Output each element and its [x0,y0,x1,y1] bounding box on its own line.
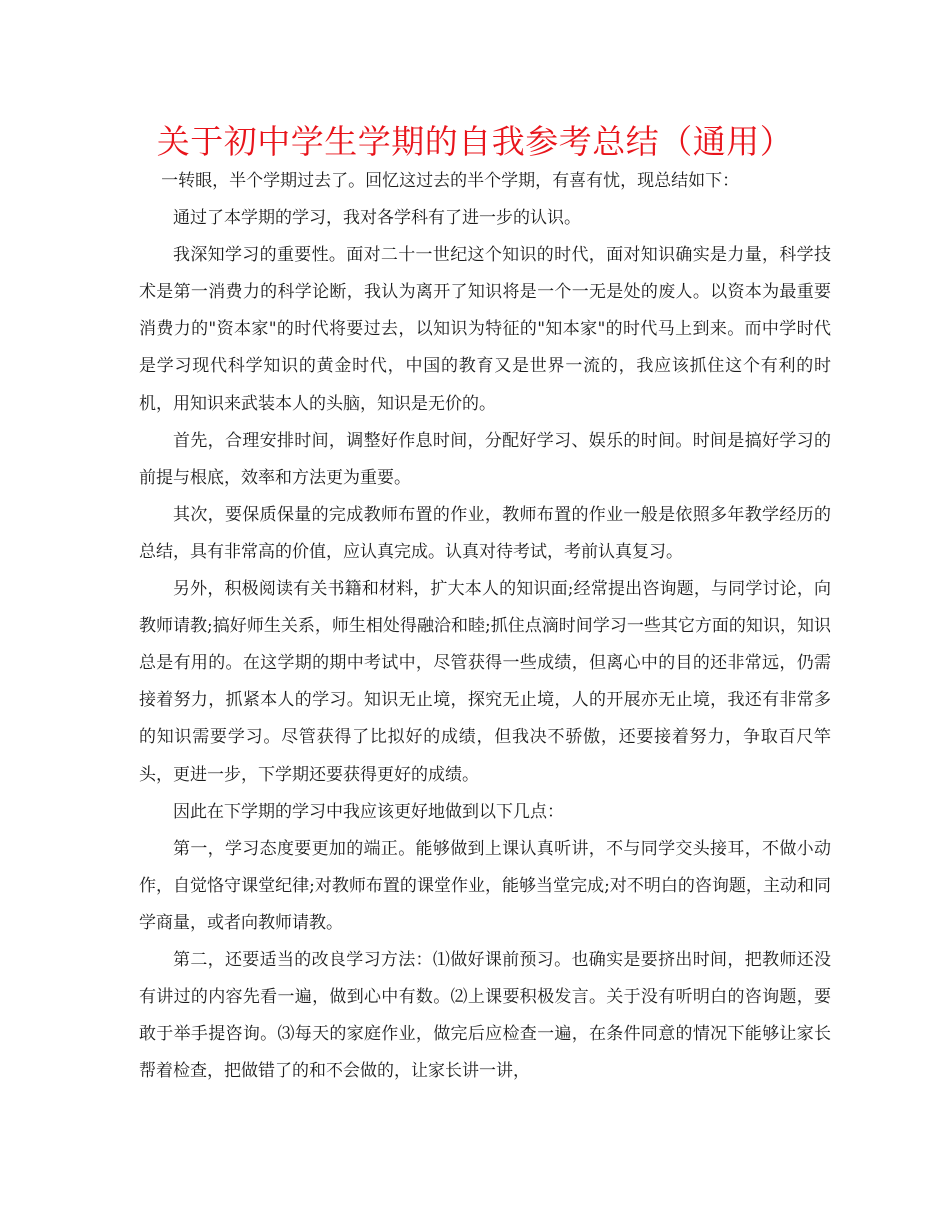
paragraph: 其次，要保质保量的完成教师布置的作业，教师布置的作业一般是依照多年教学经历的总结，具有非常高的价值，应认真完成。认真对待考试，考前认真复习。 [139,504,831,562]
paragraph: 另外，积极阅读有关书籍和材料，扩大本人的知识面;经常提出咨询题，与同学讨论，向教师请教;搞好师生关系，师生相处得融洽和睦;抓住点滴时间学习一些其它方面的知识，知识总是有用的。在这学期的期中考试中，尽管获得一些成绩，但离心中的目的还非常远，仍需接着努力，抓紧本人的学习。知识无止境，探究无止境，人的开展亦无止境，我还有非常多的知识需要学习。尽管获得了比拟好的成绩，但我决不骄傲，还要接着努力，争取百尺竿头，更进一步，下学期还要获得更好的成绩。 [139,579,831,785]
paragraph: 因此在下学期的学习中我应该更好地做到以下几点： [173,801,564,822]
paragraph: 首先，合理安排时间，调整好作息时间，分配好学习、娱乐的时间。时间是搞好学习的前提与根底，效率和方法更为重要。 [139,430,831,488]
document-title: 关于初中学生学期的自我参考总结（通用） [156,122,794,161]
paragraph: 第二，还要适当的改良学习方法：⑴做好课前预习。也确实是要挤出时间，把教师还没有讲过的内容先看一遍，做到心中有数。⑵上课要积极发言。关于没有听明白的咨询题，要敢于举手提咨询。⑶每天的家庭作业，做完后应检查一遍，在条件同意的情况下能够让家长帮着检查，把做错了的和不会做的，让家长讲一讲， [139,949,831,1082]
paragraph: 我深知学习的重要性。面对二十一世纪这个知识的时代，面对知识确实是力量，科学技术是第一消费力的科学论断，我认为离开了知识将是一个一无是处的废人。以资本为最重要消费力的"资本家"的时代将要过去，以知识为特征的"知本家"的时代马上到来。而中学时代是学习现代科学知识的黄金时代，中国的教育又是世界一流的，我应该抓住这个有利的时机，用知识来武装本人的头脑，知识是无价的。 [139,245,831,414]
document-body [139,163,831,1090]
paragraph: 通过了本学期的学习，我对各学科有了进一步的认识。 [173,208,581,229]
paragraph: 第一，学习态度要更加的端正。能够做到上课认真听讲，不与同学交头接耳，不做小动作，自觉恪守课堂纪律;对教师布置的课堂作业，能够当堂完成;对不明白的咨询题，主动和同学商量，或者向教师请教。 [139,838,831,933]
paragraph: 一转眼，半个学期过去了。回忆这过去的半个学期，有喜有忧，现总结如下： [161,171,740,191]
